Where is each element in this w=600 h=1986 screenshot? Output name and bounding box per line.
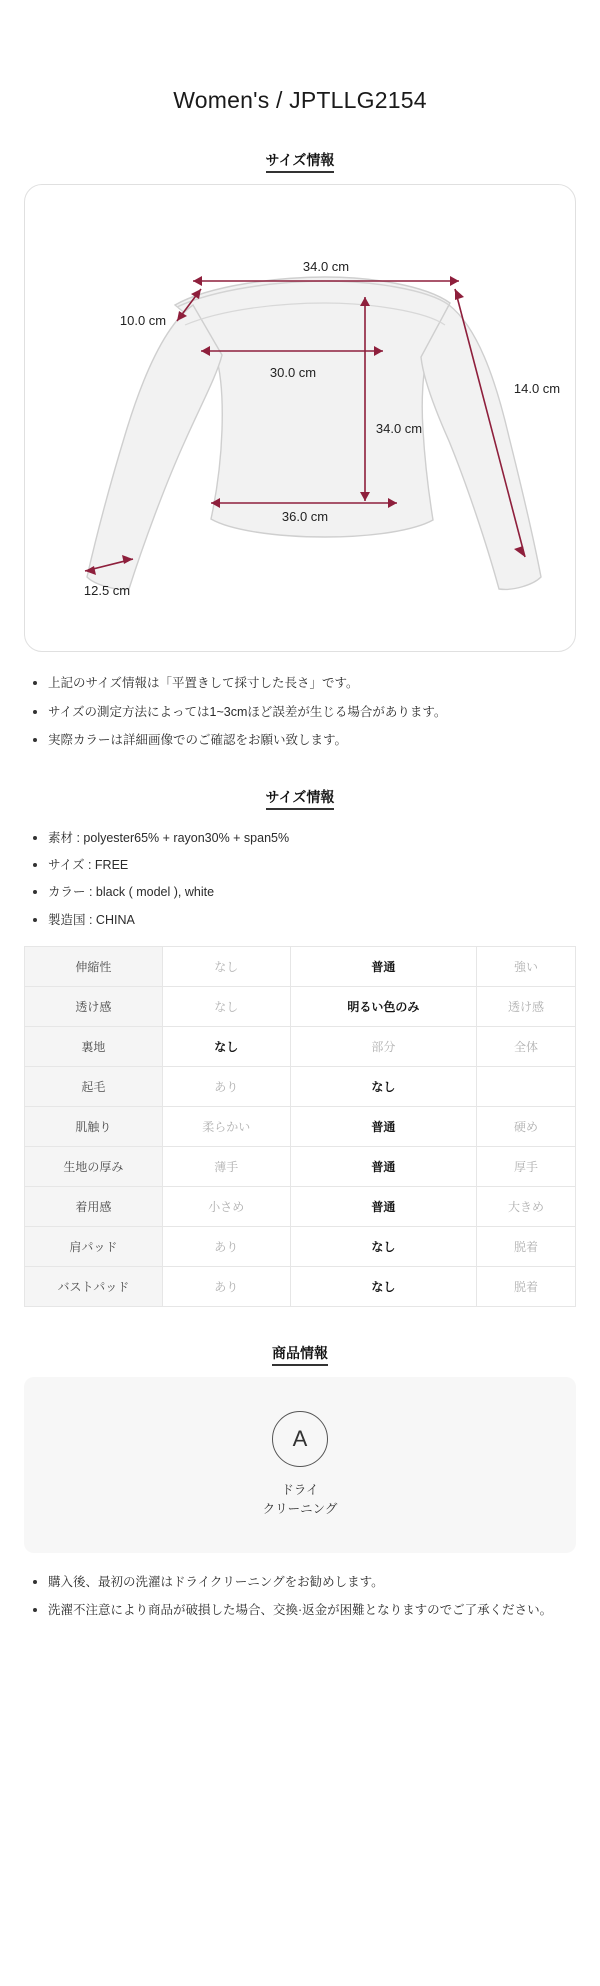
care-note: 購入後、最初の洗濯はドライクリーニングをお勧めします。 [28,1573,572,1592]
measure-label-length: 34.0 cm [375,421,423,437]
row-option: 強い [476,947,575,987]
table-row [25,1067,576,1107]
row-label: 生地の厚み [25,1147,163,1187]
table-row [25,1027,576,1067]
row-option: 大きめ [476,1187,575,1227]
row-option: 脱着 [476,1227,575,1267]
care-instruction-box [24,1377,576,1553]
row-option: なし [290,1227,476,1267]
row-option: 普通 [290,1107,476,1147]
row-option [476,1067,575,1107]
product-detail-page [0,15,600,1986]
row-option: 全体 [476,1027,575,1067]
row-option: 普通 [290,947,476,987]
spec-list [24,829,576,931]
row-option: 普通 [290,1147,476,1187]
attribute-table [24,946,576,1307]
row-option: 厚手 [476,1147,575,1187]
dry-clean-symbol: A [292,1426,308,1452]
table-row [25,1267,576,1307]
row-option: 薄手 [162,1147,290,1187]
measure-label-sleeve-upper: 10.0 cm [119,313,167,329]
care-info-heading-text: 商品情報 [272,1345,328,1366]
care-label [263,1481,338,1519]
table-row [25,1227,576,1267]
measure-label-cuff: 12.5 cm [83,583,131,599]
row-option: 柔らかい [162,1107,290,1147]
measure-label-hem: 36.0 cm [281,509,329,525]
measure-label-sleeve: 14.0 cm [513,381,561,397]
table-row [25,947,576,987]
row-label: 伸縮性 [25,947,163,987]
page-title: Women's / JPTLLG2154 [173,87,427,114]
care-notes-list [24,1573,576,1670]
spec-item-size: サイズ : FREE [28,856,572,875]
spec-item-color: カラー : black ( model ), white [28,883,572,902]
row-option: なし [290,1267,476,1307]
size-diagram [24,184,576,652]
row-option: なし [162,987,290,1027]
spec-item-origin: 製造国 : CHINA [28,911,572,930]
row-option: あり [162,1067,290,1107]
row-label: 起毛 [25,1067,163,1107]
row-label: 透け感 [25,987,163,1027]
size-info-heading-text: サイズ情報 [266,152,335,173]
size-info-heading [24,150,576,170]
row-option: 脱着 [476,1267,575,1307]
care-label-line1: ドライ [281,1483,319,1498]
garment-illustration [25,185,576,651]
table-row [25,1187,576,1227]
measure-label-bust: 30.0 cm [269,365,317,381]
size-notes-list [24,674,576,750]
row-option: 部分 [290,1027,476,1067]
table-row [25,987,576,1027]
row-option: 透け感 [476,987,575,1027]
care-label-line2: クリーニング [262,1502,338,1517]
measure-label-shoulder: 34.0 cm [302,259,350,275]
size-note: 上記のサイズ情報は「平置きして採寸した長さ」です。 [28,674,572,693]
row-option: 硬め [476,1107,575,1147]
table-row [25,1107,576,1147]
row-label: 着用感 [25,1187,163,1227]
table-row [25,1147,576,1187]
row-option: 小さめ [162,1187,290,1227]
row-label: 裏地 [25,1027,163,1067]
row-option: あり [162,1267,290,1307]
row-label: 肩パッド [25,1227,163,1267]
row-option: あり [162,1227,290,1267]
row-option: なし [162,1027,290,1067]
size-note: サイズの測定方法によっては1~3cmほど誤差が生じる場合があります。 [28,703,572,722]
spec-item-material: 素材 : polyester65% + rayon30% + span5% [28,829,572,848]
care-note: 洗濯不注意により商品が破損した場合、交換·返金が困難となりますのでご了承ください。 [28,1601,572,1620]
row-label: バストパッド [25,1267,163,1307]
spec-info-heading-text: サイズ情報 [266,789,335,810]
row-option: なし [162,947,290,987]
row-label: 肌触り [25,1107,163,1147]
row-option: 明るい色のみ [290,987,476,1027]
row-option: 普通 [290,1187,476,1227]
size-note: 実際カラーは詳細画像でのご確認をお願い致します。 [28,731,572,750]
dry-clean-icon [272,1411,328,1467]
row-option: なし [290,1067,476,1107]
care-info-heading [24,1343,576,1363]
spec-info-heading [24,787,576,807]
